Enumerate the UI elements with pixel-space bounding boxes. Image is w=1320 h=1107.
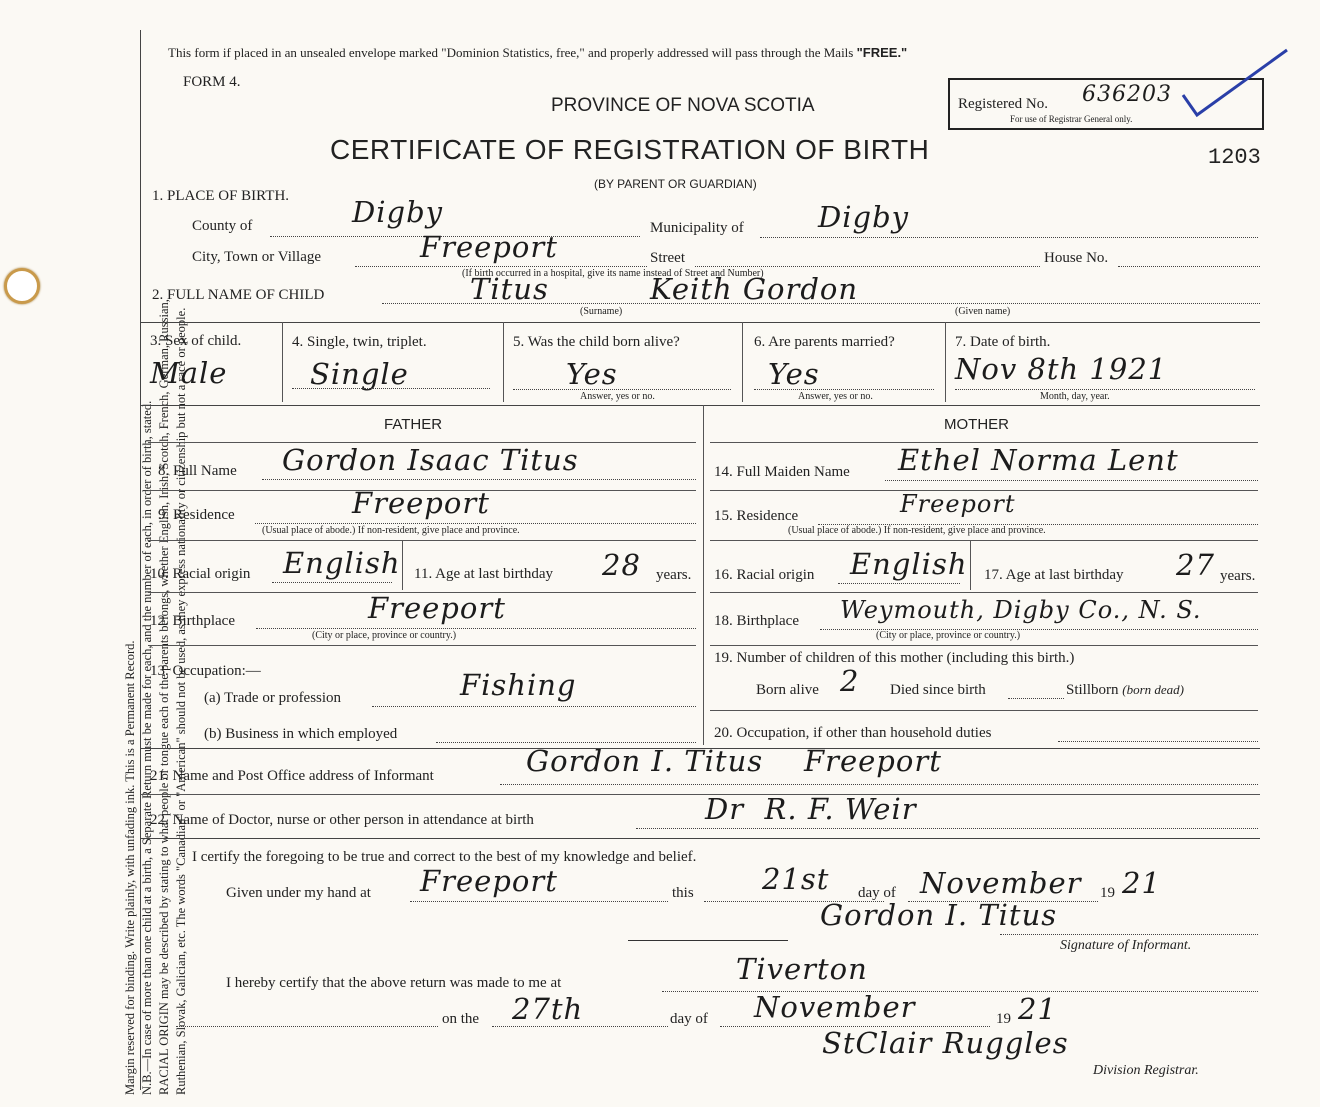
father-residence-caption: (Usual place of abode.) If non-resident, give place and province. [262,525,520,536]
father-age-value: 28 [602,548,641,582]
day-of-label: day of [858,885,896,901]
reg-year-prefix: 19 [996,1011,1011,1027]
mother-age-unit: years. [1220,568,1256,584]
certificate-subtitle: (BY PARENT OR GUARDIAN) [594,177,757,191]
informant-label: 21. Name and Post Office address of Informant [150,768,434,784]
registrar-statement: I hereby certify that the above return was made to me at [226,975,562,991]
reg-year-value: 21 [1018,992,1057,1026]
father-trade-label: (a) Trade or profession [204,690,342,706]
informant-line [500,784,1258,785]
mail-notice-free: "FREE." [856,45,908,60]
mother-race-line [838,583,960,584]
registrar-note: For use of Registrar General only. [1010,114,1133,124]
mother-race-label: 16. Racial origin [714,567,815,583]
mother-row-16-rule [710,592,1258,593]
alive-label: 5. Was the child born alive? [513,334,680,350]
col-divider-1 [282,322,283,402]
father-residence-line [255,523,696,524]
father-residence-label: 9. Residence [158,507,235,523]
year-prefix: 19 [1100,885,1115,901]
col-divider-3 [742,322,743,402]
street-label: Street [650,250,685,266]
short-divider [628,940,788,941]
mother-heading: MOTHER [944,416,1009,433]
stillborn-label [1066,682,1184,699]
reg-month-value: November [754,990,916,1024]
mother-birthplace-value: Weymouth, Digby Co., N. S. [840,596,1202,624]
given-caption: (Given name) [955,306,1011,317]
married-value: Yes [768,357,820,391]
city-label: City, Town or Village [192,249,322,265]
this-label: this [672,885,694,901]
sex-value: Male [150,356,228,390]
street-line [695,266,1040,267]
reg-day-value: 27th [512,992,584,1026]
reg-day-of-label: day of [670,1011,708,1027]
year-value: 21 [1122,866,1161,900]
surname-caption: (Surname) [580,306,623,317]
day-value: 21st [762,862,830,896]
father-name-value: Gordon Isaac Titus [282,443,579,477]
county-label: County of [192,218,253,234]
father-birthplace-line [256,628,696,629]
municipality-line [760,237,1258,238]
stillborn-note: (born dead) [1122,682,1185,697]
row-divider-parents [140,405,1260,406]
child-surname-value: Titus [470,272,549,306]
reg-day-line [492,1026,668,1027]
married-label: 6. Are parents married? [754,334,895,350]
parents-col-divider [703,405,704,745]
city-value: Freeport [420,230,558,264]
doctor-line [636,828,1258,829]
sidebar-line-2: N.B.—In case of more than one child at a birth, a Separate Return must be made for each, and the number of each, in order of birth, stated. [140,400,154,1095]
row-divider-certification [140,838,1260,839]
registrar-place-value: Tiverton [736,952,868,986]
house-line [1118,266,1260,267]
sidebar-line-1: Margin reserved for binding. Write plainly, with unfading ink. This is a Permanent Record. [123,640,137,1095]
mother-row-19-rule [710,710,1258,711]
father-name-line [262,479,696,480]
given-place-value: Freeport [420,864,558,898]
child-name-label: 2. FULL NAME OF CHILD [152,287,325,303]
municipality-value: Digby [818,200,910,234]
mother-race-divider [970,540,971,590]
municipality-label: Municipality of [650,220,744,236]
informant-caption: Signature of Informant. [1060,938,1192,953]
month-value: November [920,866,1082,900]
stillborn-text: Stillborn [1066,682,1119,698]
mother-birthplace-label: 18. Birthplace [714,613,799,629]
registered-label: Registered No. [958,96,1048,112]
father-age-unit: years. [656,567,692,583]
form-number: FORM 4. [183,74,241,90]
on-the-lead-line [176,1026,438,1027]
father-trade-line [372,706,696,707]
father-race-line [272,582,392,583]
col-divider-2 [503,322,504,402]
father-row-12-rule [148,645,696,646]
father-trade-value: Fishing [460,668,577,702]
informant-value: Gordon I. Titus Freeport [526,744,942,778]
mother-children-label: 19. Number of children of this mother (including this birth.) [714,650,1075,666]
mother-row-18-rule [710,645,1258,646]
sex-label: 3. Sex of child. [150,333,242,349]
stamp-number: 1203 [1208,145,1261,170]
father-occupation-label: 13. Occupation:— [150,663,261,679]
dob-label: 7. Date of birth. [955,334,1051,350]
row-divider-top [140,322,1260,323]
father-birthplace-label: 12. Birthplace [150,613,235,629]
mother-residence-label: 15. Residence [714,508,799,524]
doctor-label: 22. Name of Doctor, nurse or other person in attendance at birth [150,812,534,828]
married-caption: Answer, yes or no. [798,391,873,402]
registered-number: 636203 [1082,82,1172,107]
registrar-caption: Division Registrar. [1093,1063,1199,1078]
given-label: Given under my hand at [226,885,371,901]
informant-signature: Gordon I. Titus [820,898,1058,932]
plurality-label: 4. Single, twin, triplet. [292,334,427,350]
born-alive-value: 2 [840,664,860,698]
father-name-label: 8. Full Name [158,463,237,479]
plurality-value: Single [310,357,409,391]
father-birthplace-caption: (City or place, province or country.) [312,630,457,641]
married-line [754,389,934,390]
plurality-line [292,388,490,389]
certify-statement: I certify the foregoing to be true and correct to the best of my knowledge and belief. [192,849,697,865]
dob-caption: Month, day, year. [1040,391,1110,402]
county-value: Digby [352,195,444,229]
mail-notice [168,45,907,61]
dob-line [955,389,1255,390]
mother-race-value: English [850,547,968,581]
child-given-value: Keith Gordon [650,272,859,306]
alive-caption: Answer, yes or no. [580,391,655,402]
father-race-label: 10. Racial origin [150,566,251,582]
row-divider-doctor [140,794,1260,795]
father-residence-value: Freeport [352,486,490,520]
province-heading: PROVINCE OF NOVA SCOTIA [551,95,815,116]
mother-occupation-line [1058,741,1258,742]
father-race-divider [402,540,403,590]
mail-notice-text: This form if placed in an unsealed envelope marked "Dominion Statistics, free," and properly addressed will pass through the Mails [168,45,857,60]
alive-value: Yes [566,357,618,391]
hospital-note: (If birth occurred in a hospital, give its name instead of Street and Number) [462,268,764,279]
informant-signature-line [1000,934,1258,935]
registrar-signature: StClair Ruggles [822,1026,1069,1060]
sidebar-line-3: RACIAL ORIGIN may be described by stating to what people or tongue each of the parents belongs, whether English, Irish, Scotch, French, German, Russian, [157,299,171,1095]
father-row-9-rule [148,540,696,541]
city-line [355,266,647,267]
doctor-value: Dr R. F. Weir [705,792,917,826]
father-birthplace-value: Freeport [368,591,506,625]
place-of-birth-label: 1. PLACE OF BIRTH. [152,188,290,204]
mother-birthplace-caption: (City or place, province or country.) [876,630,1021,641]
binding-hole [4,268,40,304]
father-race-value: English [283,546,401,580]
certificate-title: CERTIFICATE OF REGISTRATION OF BIRTH [330,134,930,165]
mother-age-value: 27 [1176,548,1215,582]
mother-name-label: 14. Full Maiden Name [714,464,850,480]
house-label: House No. [1044,250,1109,266]
died-line [1008,698,1064,699]
given-place-line [410,901,668,902]
registrar-place-line [662,991,1258,992]
mother-residence-caption: (Usual place of abode.) If non-resident, give place and province. [788,525,1046,536]
father-heading: FATHER [384,416,443,433]
dob-value: Nov 8th 1921 [955,352,1168,386]
mother-residence-value: Freeport [900,490,1016,518]
mother-row-15-rule [710,540,1258,541]
died-label: Died since birth [890,682,986,698]
mother-occupation-label: 20. Occupation, if other than household duties [714,725,992,741]
alive-line [513,389,731,390]
mother-name-line [885,480,1258,481]
father-business-label: (b) Business in which employed [204,726,398,742]
sidebar-line-4: Ruthenian, Slovak, Galician, etc. The words "Canadian" or "American" should not be used, as they express nationality or citizenship but not a race or people. [174,307,188,1095]
check-mark-icon [1175,45,1295,125]
father-age-label: 11. Age at last birthday [414,566,553,582]
father-business-line [436,742,696,743]
mother-name-value: Ethel Norma Lent [898,443,1179,477]
born-alive-label: Born alive [756,682,819,698]
col-divider-4 [945,322,946,402]
on-the-label: on the [442,1011,480,1027]
mother-age-label: 17. Age at last birthday [984,567,1124,583]
